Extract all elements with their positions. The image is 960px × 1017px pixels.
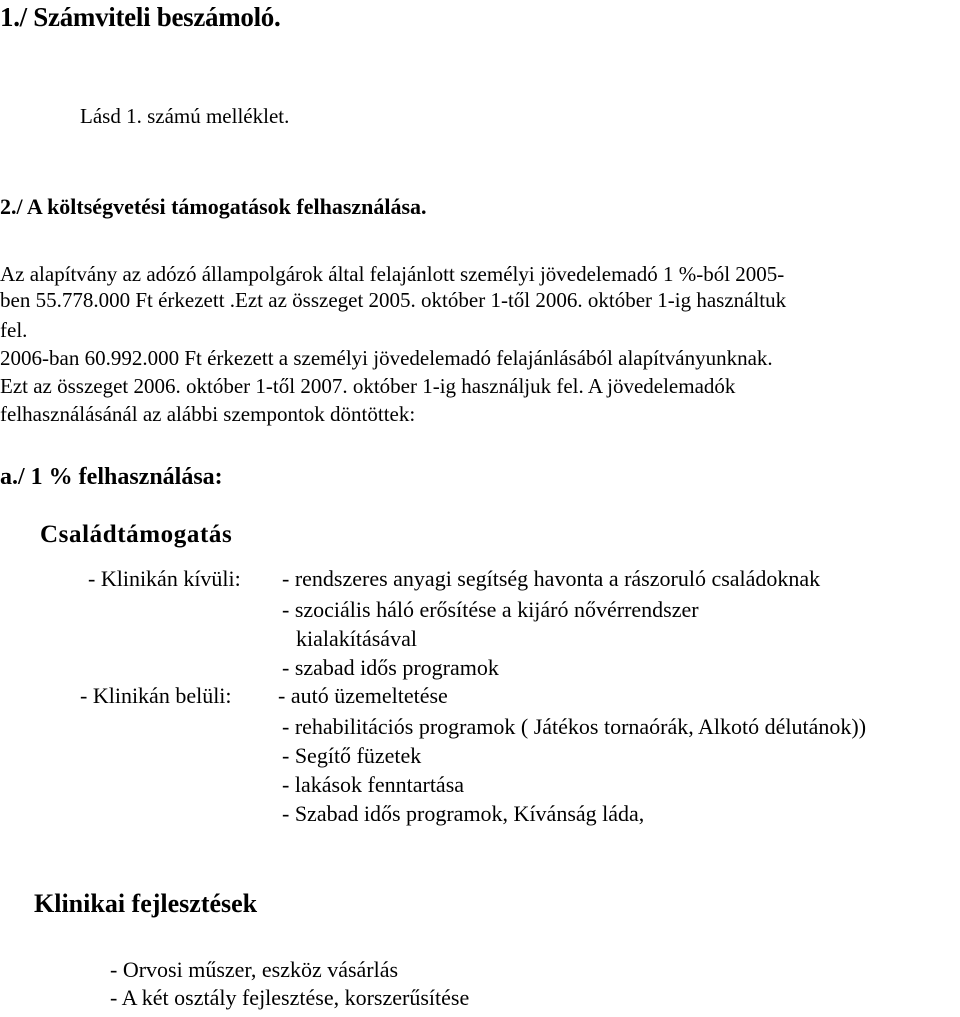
paragraph-line: 2006-ban 60.992.000 Ft érkezett a személyi jövedelemadó felajánlásából alapítványunknak. (0, 346, 773, 370)
paragraph-line: fel. (0, 318, 28, 342)
clinical-developments-title: Klinikai fejlesztések (34, 889, 258, 918)
attachment-reference: Lásd 1. számú melléklet. (80, 104, 290, 128)
inside-clinic-label: - Klinikán belüli: (80, 683, 232, 708)
list-item: - Segítő füzetek (282, 743, 422, 768)
list-item: - szabad idős programok (282, 655, 499, 680)
paragraph-line: ben 55.778.000 Ft érkezett .Ezt az összeget 2005. október 1-től 2006. október 1-ig használtuk (0, 288, 787, 312)
family-support-title: Családtámogatás (40, 521, 233, 548)
list-item: - autó üzemeltetése (278, 683, 448, 708)
list-item: - rehabilitációs programok ( Játékos tornaórák, Alkotó délutánok)) (282, 714, 867, 739)
list-item: - Szabad idős programok, Kívánság láda, (282, 801, 645, 826)
paragraph-line: felhasználásánál az alábbi szempontok döntöttek: (0, 402, 416, 426)
list-item: - A két osztály fejlesztése, korszerűsítése (110, 985, 470, 1010)
subsection-a-heading: a./ 1 % felhasználása: (0, 464, 223, 490)
list-item: kialakításával (296, 626, 417, 651)
list-item: - szociális háló erősítése a kijáró nővérrendszer (282, 597, 699, 622)
list-item: - rendszeres anyagi segítség havonta a rászoruló családoknak (282, 566, 821, 591)
outside-clinic-label: - Klinikán kívüli: (88, 566, 241, 591)
paragraph-line: Ezt az összeget 2006. október 1-től 2007. október 1-ig használjuk fel. A jövedelemadók (0, 374, 736, 398)
list-item: - Orvosi műszer, eszköz vásárlás (110, 957, 399, 982)
list-item: - lakások fenntartása (282, 772, 465, 797)
section-2-heading: 2./ A költségvetési támogatások felhasználása. (0, 194, 427, 219)
paragraph-line: Az alapítvány az adózó állampolgárok által felajánlott személyi jövedelemadó 1 %-ból 2005- (0, 262, 785, 286)
section-1-heading: 1./ Számviteli beszámoló. (0, 2, 281, 32)
